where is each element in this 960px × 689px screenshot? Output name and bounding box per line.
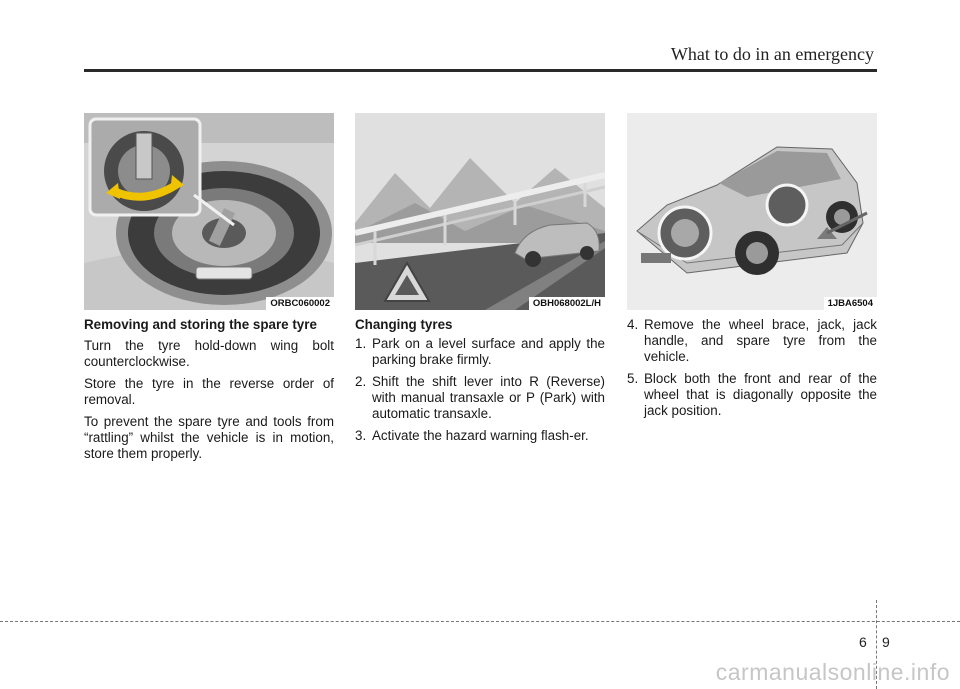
step-text: Park on a level surface and apply the parking brake firmly. — [372, 336, 605, 367]
road-hazard-illustration — [355, 113, 605, 310]
figure-code: 1JBA6504 — [824, 297, 877, 310]
header-title: What to do in an emergency — [670, 44, 874, 64]
paragraph: Turn the tyre hold-down wing bolt counterclockwise. — [84, 338, 334, 369]
list-item — [355, 428, 605, 444]
figure-spare-tyre — [84, 113, 334, 310]
step-text: Remove the wheel brace, jack, jack handle, and spare tyre from the vehicle. — [644, 317, 877, 364]
step-text: Activate the hazard warning flash-er. — [372, 428, 589, 443]
figure-code: OBH068002L/H — [529, 297, 605, 310]
step-number: 3. — [355, 428, 367, 443]
car-jack-illustration — [627, 113, 877, 310]
footer-divider — [0, 621, 960, 622]
figure-road-hazard — [355, 113, 605, 310]
step-text: Shift the shift lever into R (Reverse) with manual transaxle or P (Park) with automatic transaxle. — [372, 374, 605, 421]
step-number: 1. — [355, 336, 367, 351]
column-3 — [627, 317, 877, 425]
paragraph: To prevent the spare tyre and tools from “rattling” whilst the vehicle is in motion, store them properly. — [84, 414, 334, 461]
paragraph: Store the tyre in the reverse order of removal. — [84, 376, 334, 407]
step-number: 4. — [627, 317, 639, 332]
column-2 — [355, 317, 605, 450]
page-index: 9 — [882, 634, 890, 650]
list-item — [355, 336, 605, 368]
watermark: carmanualsonline.info — [715, 659, 950, 685]
spare-tyre-illustration — [84, 113, 334, 310]
header-rule — [84, 69, 877, 72]
step-number: 5. — [627, 371, 639, 386]
section-heading: Removing and storing the spare tyre — [84, 317, 317, 332]
list-item — [627, 317, 877, 365]
section-heading: Changing tyres — [355, 317, 453, 332]
step-text: Block both the front and rear of the wheel that is diagonally opposite the jack position. — [644, 371, 877, 418]
page-section: 6 — [859, 634, 867, 650]
figure-car-jack — [627, 113, 877, 310]
column-1 — [84, 317, 334, 468]
list-item — [355, 374, 605, 422]
step-number: 2. — [355, 374, 367, 389]
list-item — [627, 371, 877, 419]
figure-code: ORBC060002 — [266, 297, 334, 310]
